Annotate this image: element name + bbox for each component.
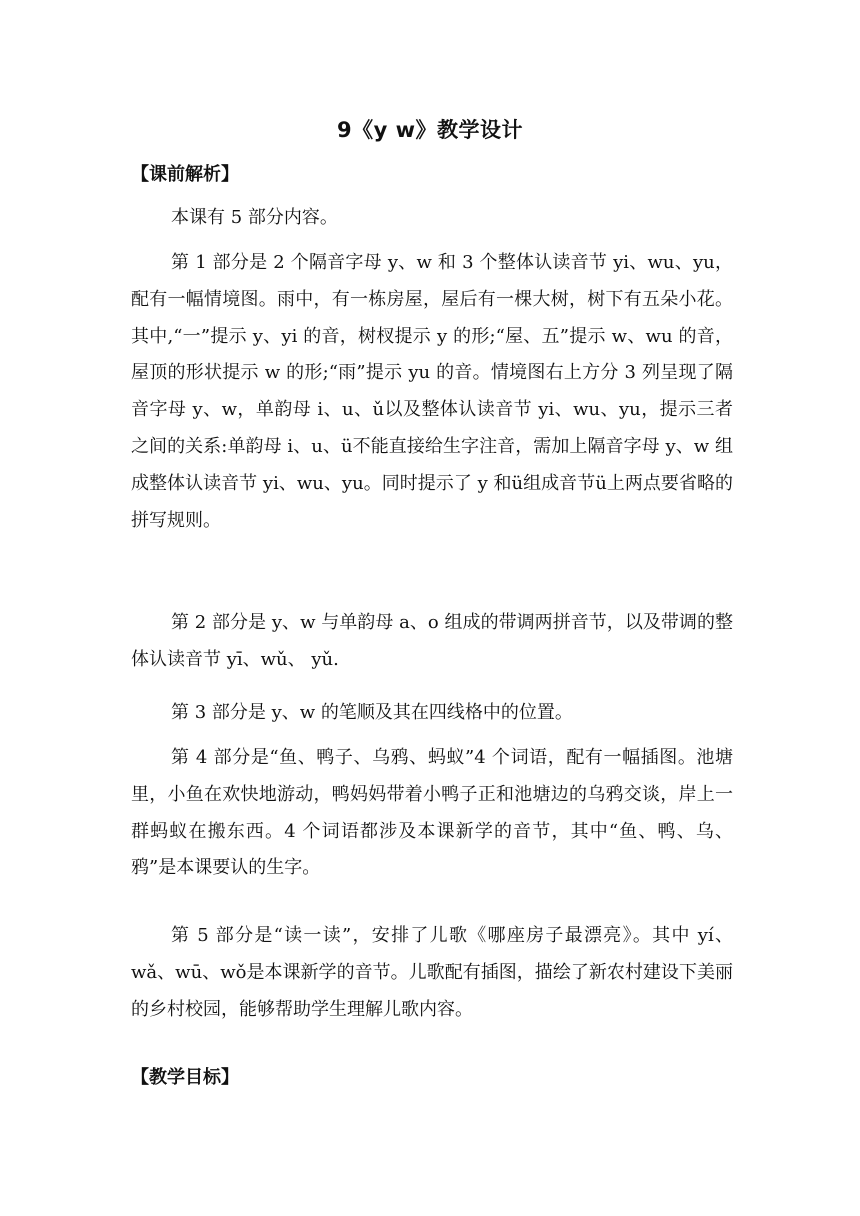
- paragraph-part-1: 第 1 部分是 2 个隔音字母 y、w 和 3 个整体认读音节 yi、wu、yu，配有一幅情境图。雨中，有一栋房屋，屋后有一棵大树，树下有五朵小花。其中,“一”提示 y、yi 的音，树杈提示 y 的形;“屋、五”提示 w、wu 的音，屋顶的形状提示 w 的形;“雨”提示 yu 的音。情境图右上方分 3 列呈现了隔音字母 y、w，单韵母 i、u、ǔ以及整体认读音节 yi、wu、yu，提示三者之间的关系:单韵母 i、u、ü不能直接给生字注音，需加上隔音字母 y、w 组成整体认读音节 yi、wu、yu。同时提示了 y 和ü组成音节ü上两点要省略的拼写规则。: [131, 252, 733, 531]
- paragraph-part-3: 第 3 部分是 y、w 的笔顺及其在四线格中的位置。: [171, 702, 573, 723]
- paragraph-part-4: 第 4 部分是“鱼、鸭子、乌鸦、蚂蚁”4 个词语，配有一幅插图。池塘里，小鱼在欢快地游动，鸭妈妈带着小鸭子正和池塘边的乌鸦交谈，岸上一群蚂蚁在搬东西。4 个词语都涉及本课新学的音节，其中“鱼、鸭、乌、鸦”是本课要认的生字。: [131, 747, 733, 879]
- section-heading-objectives: 【教学目标】: [131, 1067, 239, 1088]
- document-title: 9《y w》教学设计: [336, 118, 523, 142]
- section-heading-analysis: 【课前解析】: [131, 164, 239, 185]
- paragraph-intro: 本课有 5 部分内容。: [171, 207, 338, 228]
- paragraph-part-2: 第 2 部分是 y、w 与单韵母 a、o 组成的带调两拼音节，以及带调的整体认读音节 yī、wǔ、 yǔ.: [131, 612, 733, 670]
- paragraph-part-5: 第 5 部分是“读一读”，安排了儿歌《哪座房子最漂亮》。其中 yí、wǎ、wū、wǒ是本课新学的音节。儿歌配有插图，描绘了新农村建设下美丽的乡村校园，能够帮助学生理解儿歌内容。: [131, 925, 733, 1020]
